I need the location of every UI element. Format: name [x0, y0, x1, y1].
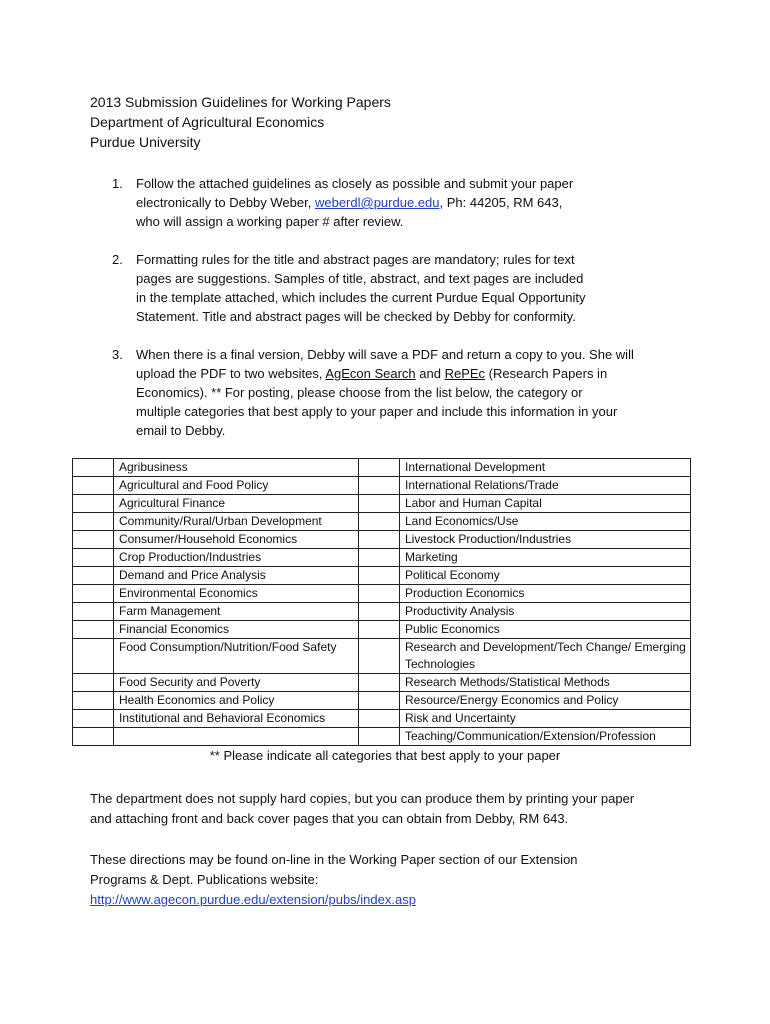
category-right-cell: Risk and Uncertainty — [400, 710, 691, 728]
category-right-cell: Land Economics/Use — [400, 513, 691, 531]
category-left-cell: Consumer/Household Economics — [114, 531, 359, 549]
item-number: 2. — [112, 252, 123, 267]
category-left-cell: Environmental Economics — [114, 585, 359, 603]
category-right-cell: Marketing — [400, 549, 691, 567]
checkbox-cell[interactable] — [73, 728, 114, 746]
category-row — [73, 603, 691, 621]
category-left-cell: Farm Management — [114, 603, 359, 621]
checkbox-cell[interactable] — [73, 513, 114, 531]
checkbox-cell[interactable] — [359, 567, 400, 585]
checkbox-cell[interactable] — [73, 621, 114, 639]
checkbox-cell[interactable] — [359, 710, 400, 728]
item-text: in the template attached, which includes the current Purdue Equal Opportunity — [136, 290, 586, 305]
category-left-cell: Agribusiness — [114, 459, 359, 477]
category-row — [73, 639, 691, 674]
item-text: pages are suggestions. Samples of title, abstract, and text pages are included — [136, 271, 584, 286]
checkbox-cell[interactable] — [359, 459, 400, 477]
category-right-cell: Public Economics — [400, 621, 691, 639]
document-heading — [90, 92, 391, 152]
email-link[interactable]: weberdl@purdue.edu — [314, 195, 440, 210]
item-text: Formatting rules for the title and abstract pages are mandatory; rules for text — [136, 252, 575, 267]
category-left-cell: Demand and Price Analysis — [114, 567, 359, 585]
category-table — [72, 458, 691, 746]
item-text: email to Debby. — [136, 423, 226, 438]
category-row — [73, 531, 691, 549]
checkbox-cell[interactable] — [359, 531, 400, 549]
category-row — [73, 477, 691, 495]
category-row — [73, 567, 691, 585]
paragraph-line: Programs & Dept. Publications website: — [90, 872, 319, 887]
category-left-cell: Agricultural Finance — [114, 495, 359, 513]
category-left-cell — [114, 728, 359, 746]
paragraph-line: These directions may be found on-line in the Working Paper section of our Extension — [90, 852, 578, 867]
checkbox-cell[interactable] — [73, 459, 114, 477]
checkbox-cell[interactable] — [73, 692, 114, 710]
category-left-cell: Crop Production/Industries — [114, 549, 359, 567]
paragraph-line: The department does not supply hard copies, but you can produce them by printing your paper — [90, 791, 635, 806]
category-left-cell: Institutional and Behavioral Economics — [114, 710, 359, 728]
heading-university: Purdue University — [90, 134, 201, 150]
category-right-cell: Labor and Human Capital — [400, 495, 691, 513]
checkbox-cell[interactable] — [359, 639, 400, 674]
category-right-cell: Resource/Energy Economics and Policy — [400, 692, 691, 710]
checkbox-cell[interactable] — [73, 639, 114, 674]
category-right-cell: Production Economics — [400, 585, 691, 603]
category-row — [73, 710, 691, 728]
item-number: 3. — [112, 347, 123, 362]
category-left-cell: Financial Economics — [114, 621, 359, 639]
checkbox-cell[interactable] — [73, 585, 114, 603]
item-text: Statement. Title and abstract pages will be checked by Debby for conformity. — [136, 309, 576, 324]
item-number: 1. — [112, 176, 123, 191]
checkbox-cell[interactable] — [359, 549, 400, 567]
category-row — [73, 495, 691, 513]
checkbox-cell[interactable] — [359, 674, 400, 692]
category-row — [73, 585, 691, 603]
heading-title: 2013 Submission Guidelines for Working Papers — [90, 94, 391, 110]
category-row — [73, 692, 691, 710]
category-right-cell: International Development — [400, 459, 691, 477]
checkbox-cell[interactable] — [359, 513, 400, 531]
category-left-cell: Community/Rural/Urban Development — [114, 513, 359, 531]
category-row — [73, 513, 691, 531]
item-text: When there is a final version, Debby will save a PDF and return a copy to you. She will — [136, 347, 634, 362]
category-row — [73, 728, 691, 746]
category-right-cell: Research Methods/Statistical Methods — [400, 674, 691, 692]
checkbox-cell[interactable] — [359, 692, 400, 710]
item-text: Economics). ** For posting, please choose from the list below, the category or — [136, 385, 583, 400]
paragraph-line: and attaching front and back cover pages that you can obtain from Debby, RM 643. — [90, 811, 569, 826]
item-text: upload the PDF to two websites, AgEcon Search and RePEc (Research Papers in — [136, 366, 608, 381]
repec-link[interactable]: RePEc — [444, 366, 486, 381]
checkbox-cell[interactable] — [73, 710, 114, 728]
category-left-cell: Food Security and Poverty — [114, 674, 359, 692]
category-row — [73, 459, 691, 477]
category-note: ** Please indicate all categories that best apply to your paper — [209, 748, 561, 763]
publications-url-link[interactable]: http://www.agecon.purdue.edu/extension/pubs/index.asp — [90, 892, 416, 907]
category-row — [73, 621, 691, 639]
category-right-cell: Productivity Analysis — [400, 603, 691, 621]
checkbox-cell[interactable] — [359, 621, 400, 639]
checkbox-cell[interactable] — [73, 549, 114, 567]
checkbox-cell[interactable] — [73, 495, 114, 513]
category-left-cell: Health Economics and Policy — [114, 692, 359, 710]
checkbox-cell[interactable] — [73, 567, 114, 585]
checkbox-cell[interactable] — [359, 728, 400, 746]
checkbox-cell[interactable] — [73, 477, 114, 495]
hard-copy-paragraph — [90, 789, 634, 829]
heading-department: Department of Agricultural Economics — [90, 114, 325, 130]
category-right-cell: Research and Development/Tech Change/ Emerging Technologies — [400, 639, 691, 674]
item-text: who will assign a working paper # after review. — [136, 214, 404, 229]
agecon-search-link[interactable]: AgEcon Search — [325, 366, 416, 381]
checkbox-cell[interactable] — [73, 674, 114, 692]
category-row — [73, 674, 691, 692]
checkbox-cell[interactable] — [359, 603, 400, 621]
checkbox-cell[interactable] — [359, 585, 400, 603]
checkbox-cell[interactable] — [73, 531, 114, 549]
directions-paragraph — [90, 850, 578, 910]
item-text: multiple categories that best apply to your paper and include this information in your — [136, 404, 618, 419]
category-left-cell: Food Consumption/Nutrition/Food Safety — [114, 639, 359, 674]
checkbox-cell[interactable] — [359, 495, 400, 513]
item-text: Follow the attached guidelines as closely as possible and submit your paper — [136, 176, 574, 191]
checkbox-cell[interactable] — [359, 477, 400, 495]
item-text: electronically to Debby Weber, weberdl@purdue.edu, Ph: 44205, RM 643, — [136, 195, 563, 210]
category-row — [73, 549, 691, 567]
category-left-cell: Agricultural and Food Policy — [114, 477, 359, 495]
checkbox-cell[interactable] — [73, 603, 114, 621]
category-right-cell: International Relations/Trade — [400, 477, 691, 495]
category-right-cell: Teaching/Communication/Extension/Profession — [400, 728, 691, 746]
category-right-cell: Livestock Production/Industries — [400, 531, 691, 549]
category-right-cell: Political Economy — [400, 567, 691, 585]
